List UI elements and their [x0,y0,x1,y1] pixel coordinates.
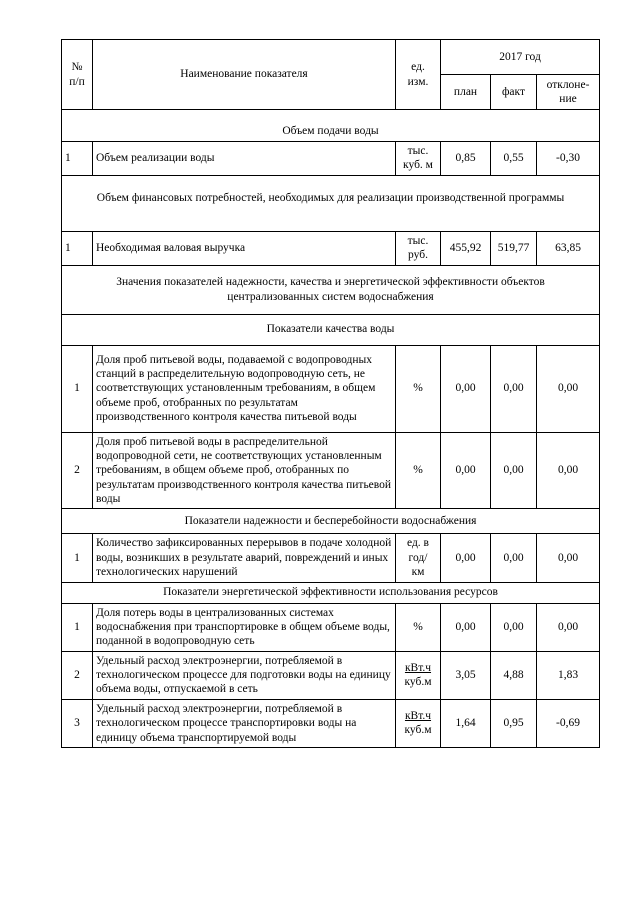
section-title: Объем подачи воды [62,121,600,142]
row-plan: 0,00 [441,603,491,651]
row-num: 1 [62,534,93,582]
section-volume [62,121,600,142]
row-plan: 0,00 [441,345,491,432]
header-num: № п/п [62,40,93,110]
header-plan: план [441,75,491,110]
row-plan: 1,64 [441,699,491,747]
header-row [62,40,600,75]
row-name: Удельный расход электроэнергии, потребляемой в технологическом процессе для подготовки воды на единицу объема воды, отпускаемой в сеть [93,651,396,699]
header-name: Наименование показателя [93,40,396,110]
row-unit: % [396,432,441,509]
row-unit: ед. в год/ км [396,534,441,582]
row-deviation: 0,00 [537,534,600,582]
section-title: Значения показателей надежности, качества и энергетической эффективности объектов централизованных систем водоснабжения [62,265,600,314]
row-name: Необходимая валовая выручка [93,231,396,265]
section-energy [62,582,600,603]
row-deviation: 0,00 [537,345,600,432]
row-fact: 0,00 [491,345,537,432]
row-plan: 0,00 [441,432,491,509]
table-row [62,432,600,509]
indicators-table [61,39,600,748]
section-title: Показатели энергетической эффективности использования ресурсов [62,582,600,603]
section-quality [62,314,600,345]
row-fact: 0,00 [491,603,537,651]
row-num: 1 [62,231,93,265]
table-row [62,651,600,699]
row-unit: % [396,345,441,432]
table-row [62,534,600,582]
row-fact: 0,95 [491,699,537,747]
header-unit: ед. изм. [396,40,441,110]
section-finance [62,175,600,220]
row-plan: 455,92 [441,231,491,265]
row-num: 2 [62,651,93,699]
table-row [62,699,600,747]
header-deviation: отклоне- ние [537,75,600,110]
row-plan: 0,00 [441,534,491,582]
row-unit [396,699,441,747]
table-row [62,345,600,432]
row-fact: 0,55 [491,142,537,176]
row-unit: тыс. руб. [396,231,441,265]
unit-denominator: куб.м [404,676,432,689]
row-plan: 0,85 [441,142,491,176]
row-name: Доля потерь воды в централизованных системах водоснабжения при транспортировке в общем объеме воды, поданной в водопроводную сеть [93,603,396,651]
row-name: Количество зафиксированных перерывов в подаче холодной воды, возникших в результате аварий, повреждений и иных технологических нарушений [93,534,396,582]
row-deviation: 1,83 [537,651,600,699]
row-deviation: 0,00 [537,603,600,651]
row-deviation: -0,69 [537,699,600,747]
row-num: 1 [62,142,93,176]
section-title: Показатели качества воды [62,314,600,345]
row-fact: 0,00 [491,534,537,582]
row-fact: 519,77 [491,231,537,265]
row-deviation: 63,85 [537,231,600,265]
row-num: 1 [62,345,93,432]
row-plan: 3,05 [441,651,491,699]
row-unit [396,651,441,699]
header-year: 2017 год [441,40,600,75]
section-reliability [62,509,600,534]
row-name: Удельный расход электроэнергии, потребляемой в технологическом процессе транспортировки воды на единицу объема транспортируемой воды [93,699,396,747]
table-row [62,603,600,651]
unit-numerator: кВт.ч [404,709,432,722]
section-title: Объем финансовых потребностей, необходимых для реализации производственной программы [62,175,600,220]
row-fact: 4,88 [491,651,537,699]
row-name: Доля проб питьевой воды, подаваемой с водопроводных станций в распределительную водопроводную сеть, не соответствующих установленным требованиям, в общем объеме проб, отобранных по результатам производственного контроля качества питьевой воды [93,345,396,432]
unit-numerator: кВт.ч [404,661,432,674]
row-fact: 0,00 [491,432,537,509]
row-num: 3 [62,699,93,747]
table-row [62,231,600,265]
row-num: 2 [62,432,93,509]
section-indicators [62,265,600,314]
table-row [62,142,600,176]
row-deviation: -0,30 [537,142,600,176]
row-unit: тыс. куб. м [396,142,441,176]
row-num: 1 [62,603,93,651]
spacer-row [62,110,600,122]
section-title: Показатели надежности и бесперебойности водоснабжения [62,509,600,534]
header-fact: факт [491,75,537,110]
row-name: Доля проб питьевой воды в распределительной водопроводной сети, не соответствующих установленным требованиям, в общем объеме проб, отобранных по результатам производственного контроля качества питьевой воды [93,432,396,509]
row-deviation: 0,00 [537,432,600,509]
row-name: Объем реализации воды [93,142,396,176]
spacer-row [62,220,600,232]
row-unit: % [396,603,441,651]
unit-denominator: куб.м [404,724,432,737]
